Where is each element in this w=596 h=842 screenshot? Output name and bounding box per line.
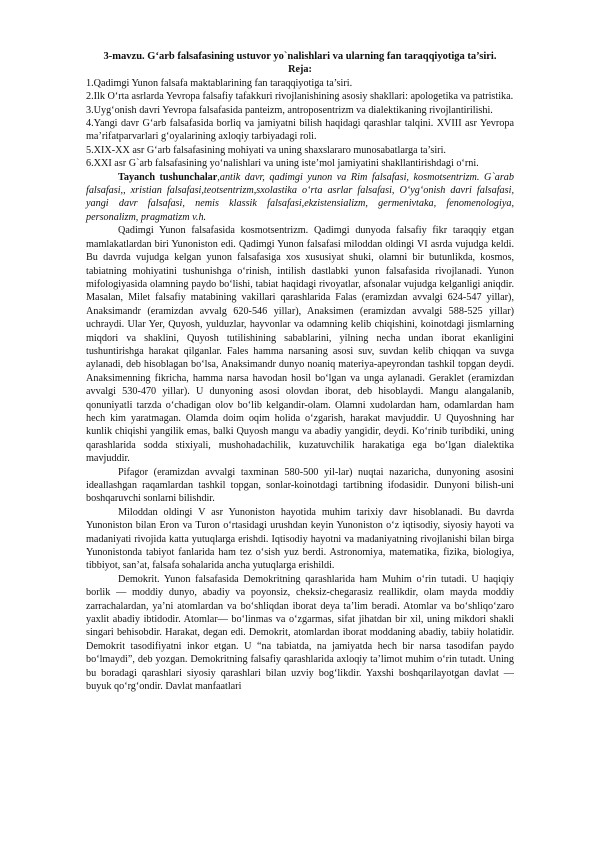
body-paragraph: Miloddan oldingi V asr Yunoniston hayotida muhim tarixiy davr hisoblanadi. Bu davrda Yunoniston bilan Eron va Turon o‘rtasidagi urushdan keyin Yunoniston o‘z iqtisodiy, siyosiy hayoti va madaniyati rivojida katta yutuqlarga erishdi. Iqtisodiy hayotni va madaniyatning rivojlanishi bilan birga Yunonistonda tabiyot fanlarida ham tez o‘sish yuz berdi. Astronomiya, matematika, fizika, biologiya, tibbiyot, san’at, falsafa sohalarida ancha yutuqlarga erishildi.: [86, 506, 514, 572]
keywords-list: ,antik davr, qadimgi yunon va Rim falsafasi, kosmotsentrizm. G`arab falsafasi,, xristian falsafasi,teotsentrizm,sxolastika o‘rta asrlar falsafasi, O‘yg‘onish davri falsafasi, yangi davr falsafasi, nemis klassik falsafasi,ekzistensializm, germenivtaka, fenomenologiya, personalizm, pragmatizm v.h.: [86, 171, 514, 223]
topic-title: 3-mavzu. G‘arb falsafasining ustuvor yo`nalishlari va ularning fan taraqqiyotiga ta’siri.: [103, 51, 497, 62]
plan-heading: Reja:: [288, 64, 312, 76]
keywords-label: Tayanch tushunchalar: [118, 171, 218, 183]
plan-item: 6.XXI asr G`arb falsafasining yo‘nalishlari va uning iste’mol jamiyatini shakllantirishdagi o‘rni.: [86, 158, 479, 170]
body-paragraph: Qadimgi Yunon falsafasida kosmotsentrizm. Qadimgi dunyoda falsafiy fikr taraqqiy etgan mamlakatlardan biri Yunoniston edi. Qadimgi Yunon falsafasi miloddan oldingi VI asrda vujudga keldi. Bu davrda vujudga kelgan yunon falsafasiga xos xususiyat shuki, olamni bir butunlikda, kosmos, tabiatning mohiyatini tushunishga o‘rinish, intilish dastlabki yunon falsafasida rivojlanadi. Yunon mifologiyasida olamning paydo bo‘lishi, tabiat haqidagi rivoyatlar, afsonalar vujudga kelganligi aniqdir. Masalan, Milet falsafiy matabining vakillari qarashlarida Falas (eramizdan avvalgi 624-547 yillar), Anaksimandr (eramizdan avvalg 620-546 yillar), Anaksimen (eramizdan avvalgi 588-525 yillar) uchraydi. Ular Yer, Quyosh, yulduzlar, hayvonlar va odamning kelib chiqishini, koinotdagi jismlarning miqdori va shaklini, Quyosh tutilishining sabablarini, yilning necha undan iborat ekanligini tushuntirishga harakat qilganlar. Fales hamma narsaning asosi suv, suvdan kelib chiqqan va suvga aylanadi, deb hisoblagan bo‘lsa, Anaksimandr dunyo noaniq materiya-apeyrondan tashkil topgan deydi. Anaksimenning fikricha, hamma narsa havodan hosil bo‘lgan va unga aylanadi. Geraklet (eramizdan avvalgi 530-470 yillar). U dunyoning asosi olovdan iborat, deb hisoblaydi. Mangu alangalanib, qonuniyatli tarzda o‘chadigan olov bo‘lib kelgandir-olam. Olamni xudolardan ham, odamlardan ham hech kim yaratmagan. Olamda doim oqim holida o‘zgarish, harakat mavjuddir. U Quyoshning har kunlik chiqishi yangilik emas, balki Quyosh mangu va abadiy yangidir, deydi. Ko‘rinib turibdiki, uning qarashlarida sodda stixiyali, mushohadachilik, kuzatuvchilik harakatiga ega bo‘lgan dialektika mavjuddir.: [86, 225, 514, 465]
plan-item: 1.Qadimgi Yunon falsafa maktablarining fan taraqqiyotiga ta’siri.: [86, 77, 353, 89]
plan-item: 5.XIX-XX asr G‘arb falsafasining mohiyati va uning shaxslararo munosabatlarga ta’siri.: [86, 144, 446, 156]
keywords-paragraph: [86, 171, 514, 225]
plan-list: [86, 77, 514, 171]
document-page: [86, 50, 514, 694]
plan-item: 4.Yangi davr G‘arb falsafasida borliq va jamiyatni bilish haqidagi qarashlar talqini. XVIII asr Yevropa ma’rifatparvarlari g‘oyalarining axloqiy tarbiyadagi roli.: [86, 118, 514, 143]
plan-item: 3.Uyg‘onish davri Yevropa falsafasida panteizm, antroposentrizm va dialektikaning rivojlantirilishi.: [86, 104, 493, 116]
plan-item: 2.Ilk O‘rta asrlarda Yevropa falsafiy tafakkuri rivojlanishining asosiy shakllari: apologetika va patristika.: [86, 91, 514, 103]
body-paragraph: Pifagor (eramizdan avvalgi taxminan 580-500 yil-lar) nuqtai nazaricha, dunyoning asosini ideallashgan raqamlardan tashkil topgan, sonlar-koinotdagi tartibning ifodasidir. Dunyoni bilish-uni boshqaruvchi sonlarni bilishdir.: [86, 466, 514, 505]
body-paragraph: Demokrit. Yunon falsafasida Demokritning qarashlarida ham Muhim o‘rin tutadi. U haqiqiy borlik — moddiy dunyo, abadiy va poyonsiz, cheksiz-chegarasiz reallikdir, olam mayda moddiy zarrachalardan, ya’ni atomlardan va bo‘shliqdan iborat deya ta’lim beradi. Atomlar va bo‘shliqo‘zaro yaxlit abadiy ibtidodir. Atomlar— bo‘linmas va o‘zgarmas, sifat jihatdan bir xil, uning mikdori shakli singari behisobdir. Harakat, degan edi. Demokrit, atomlardan iborat moddaning abadiy, tabiiy holatidir. Demokrit tasodifiyatni inkor etgan. U “na tabiatda, na jamiyatda hech bir narsa tasodifan paydo bo‘lmaydi”, deb yozgan. Demokritning falsafiy qarashlarida axloqiy ta’limot muhim o‘rin tutadt. Uning bu boradagi qarashlari siyosiy qarashlari bilan uzviy bog‘likdir. Yaxshi boshqarilayotgan davlat — buyuk qo‘rg‘ondir. Davlat manfaatlari: [86, 573, 514, 693]
